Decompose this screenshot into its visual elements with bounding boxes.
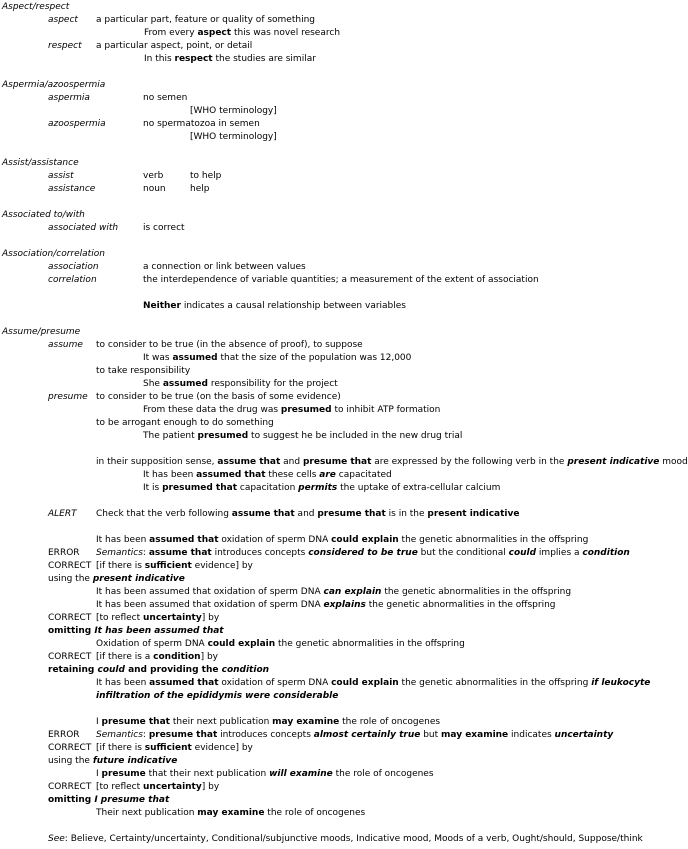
text-segment: the uptake of extra-cellular calcium — [337, 483, 501, 493]
text-segment: presumed — [197, 431, 249, 441]
text-segment: In this — [144, 54, 175, 64]
text-segment: the role of oncogenes — [264, 808, 366, 818]
text-segment: correlation — [48, 275, 97, 285]
text-segment: but the conditional — [417, 548, 509, 558]
text-segment: capacitated — [335, 470, 392, 480]
text-segment: It has been assumed that — [94, 626, 224, 636]
text-line — [48, 392, 88, 403]
text-segment: ] by — [201, 782, 220, 792]
text-segment: their next publication — [169, 717, 273, 727]
text-segment: present indicative — [427, 509, 520, 519]
text-segment: this was novel research — [231, 28, 341, 38]
text-segment: assistance — [48, 184, 96, 194]
text-line — [96, 717, 440, 728]
text-segment: using the — [48, 756, 93, 766]
text-segment: indicates — [508, 730, 555, 740]
text-line — [143, 431, 462, 442]
text-segment: to consider to be true (on the basis of some evidence) — [96, 392, 341, 402]
text-segment: are expressed by the following verb in the — [371, 457, 568, 467]
text-line — [143, 171, 163, 182]
text-segment: verb — [143, 171, 164, 181]
text-segment: to suggest he be included in the new drug trial — [248, 431, 463, 441]
text-segment: noun — [143, 184, 166, 194]
text-line — [48, 652, 91, 663]
text-line — [96, 743, 253, 754]
text-segment: help — [190, 184, 210, 194]
text-segment: Semantics — [96, 548, 143, 558]
text-line — [48, 184, 95, 195]
text-segment: uncertainty — [143, 613, 202, 623]
text-segment: omitting — [48, 795, 95, 805]
text-segment: mood — [659, 457, 688, 467]
text-line — [143, 119, 260, 130]
text-segment: to be arrogant enough to do something — [96, 418, 274, 428]
text-line — [48, 834, 643, 845]
text-line — [96, 535, 588, 546]
text-segment: assist — [48, 171, 74, 181]
text-line — [48, 782, 91, 793]
text-segment: but — [420, 730, 442, 740]
text-line — [190, 184, 209, 195]
text-segment: Neither — [143, 301, 181, 311]
text-line — [96, 548, 630, 559]
text-segment: uncertainty — [554, 730, 614, 740]
text-segment: a particular part, feature or quality of something — [96, 15, 315, 25]
text-segment: CORRECT — [48, 782, 92, 792]
text-line — [48, 171, 74, 182]
text-segment: Association/correlation — [2, 249, 105, 259]
text-line — [48, 340, 83, 351]
text-line — [96, 457, 688, 468]
text-segment: considered to be true — [308, 548, 418, 558]
text-segment: a connection or link between values — [143, 262, 306, 272]
text-line — [96, 418, 274, 429]
text-line — [48, 119, 106, 130]
text-segment: Aspect/respect — [2, 2, 70, 12]
text-line — [48, 730, 80, 741]
text-segment: presume that — [101, 717, 170, 727]
text-segment: indicates a causal relationship between variables — [180, 301, 406, 311]
text-line — [96, 340, 363, 351]
text-segment: could — [508, 548, 537, 558]
text-line — [48, 15, 78, 26]
text-segment: It is — [143, 483, 163, 493]
text-segment: to help — [190, 171, 222, 181]
text-line — [144, 28, 340, 39]
text-segment: the genetic abnormalities in the offspring — [365, 600, 556, 610]
text-segment: Oxidation of sperm DNA — [96, 639, 208, 649]
text-line — [144, 54, 316, 65]
text-segment: respect — [48, 41, 82, 51]
text-line — [96, 600, 555, 611]
text-segment: Aspermia/azoospermia — [2, 80, 106, 90]
text-segment: if leukocyte — [591, 678, 651, 688]
text-segment: condition — [153, 652, 201, 662]
text-segment: infiltration of the epididymis were considerable — [96, 691, 339, 701]
text-segment: uncertainty — [143, 782, 202, 792]
text-segment: CORRECT — [48, 561, 92, 571]
text-segment: presume that — [302, 457, 372, 467]
text-line — [2, 158, 79, 169]
text-segment: the genetic abnormalities in the offspring — [398, 678, 592, 688]
text-segment: and — [294, 509, 318, 519]
text-segment: Semantics — [96, 730, 143, 740]
text-segment: oxidation of sperm DNA — [218, 678, 332, 688]
text-line — [190, 132, 277, 143]
text-segment: assumed — [162, 379, 208, 389]
text-segment: ERROR — [48, 730, 80, 740]
text-segment: [if there is a — [96, 652, 154, 662]
text-line — [48, 93, 90, 104]
text-line — [96, 561, 253, 572]
text-segment: She — [143, 379, 163, 389]
text-segment: capacitation — [237, 483, 299, 493]
text-segment: may examine — [197, 808, 265, 818]
text-segment: [to reflect — [96, 613, 143, 623]
text-segment: [WHO terminology] — [190, 106, 277, 116]
text-line — [2, 2, 69, 13]
text-line — [143, 301, 406, 312]
text-segment: is correct — [143, 223, 185, 233]
text-segment: : — [142, 730, 149, 740]
text-segment: the genetic abnormalities in the offspring — [275, 639, 465, 649]
text-line — [48, 665, 269, 676]
text-segment: evidence] by — [191, 743, 253, 753]
text-line — [190, 106, 277, 117]
text-segment: azoospermia — [48, 119, 106, 129]
text-line — [48, 509, 77, 520]
text-segment: these cells — [265, 470, 320, 480]
text-segment: may examine — [441, 730, 509, 740]
text-segment: and providing the — [124, 665, 222, 675]
text-segment: sufficient — [144, 743, 192, 753]
text-segment: It has been — [143, 470, 197, 480]
text-segment: and — [280, 457, 303, 467]
text-segment: assume that — [231, 509, 295, 519]
text-line — [2, 80, 105, 91]
text-line — [143, 262, 306, 273]
text-line — [96, 730, 613, 741]
text-segment: aspermia — [48, 93, 90, 103]
text-segment: : — [142, 548, 149, 558]
text-segment: implies a — [536, 548, 583, 558]
text-segment: The patient — [143, 431, 198, 441]
text-segment: could explain — [331, 678, 399, 688]
text-segment: will examine — [269, 769, 333, 779]
text-segment: oxidation of sperm DNA — [218, 535, 332, 545]
text-segment: [WHO terminology] — [190, 132, 277, 142]
text-segment: sufficient — [144, 561, 192, 571]
text-line — [143, 93, 187, 104]
text-line — [48, 275, 97, 286]
text-segment: respect — [174, 54, 213, 64]
text-segment: Associated to/with — [2, 210, 85, 220]
text-segment: assumed — [172, 353, 218, 363]
text-segment: to inhibit ATP formation — [331, 405, 441, 415]
text-line — [96, 613, 219, 624]
text-segment: [if there is — [96, 743, 145, 753]
text-segment: that their next publication — [145, 769, 270, 779]
text-line — [96, 587, 571, 598]
text-line — [143, 405, 440, 416]
text-segment: are — [319, 470, 336, 480]
text-line — [143, 470, 392, 481]
text-line — [48, 795, 169, 806]
text-segment: the studies are similar — [212, 54, 316, 64]
text-segment: presume — [101, 769, 146, 779]
text-line — [2, 249, 105, 260]
text-segment: It was — [143, 353, 173, 363]
text-segment: From every — [144, 28, 198, 38]
text-segment: presume that — [317, 509, 386, 519]
text-line — [2, 327, 80, 338]
text-segment: association — [48, 262, 99, 272]
text-segment: CORRECT — [48, 652, 92, 662]
text-segment: : Believe, Certainty/uncertainty, Conditional/subjunctive moods, Indicative mood, Moods of a verb, Ought/should, Suppose/think — [64, 834, 643, 844]
text-segment: assume that — [217, 457, 281, 467]
text-segment: evidence] by — [191, 561, 253, 571]
text-segment: aspect — [48, 15, 78, 25]
text-segment: condition — [582, 548, 630, 558]
text-segment: omitting — [48, 626, 95, 636]
text-segment: assumed that — [149, 535, 219, 545]
text-segment: permits — [298, 483, 338, 493]
text-segment: I presume that — [94, 795, 170, 805]
text-segment: Assume/presume — [2, 327, 81, 337]
text-line — [96, 41, 252, 52]
text-line — [48, 613, 91, 624]
text-segment: It has been — [96, 678, 150, 688]
text-line — [143, 223, 185, 234]
text-segment: CORRECT — [48, 613, 92, 623]
text-line — [143, 483, 500, 494]
text-segment: assumed that — [196, 470, 266, 480]
text-segment: condition — [221, 665, 270, 675]
text-line — [96, 691, 338, 702]
text-segment: assume — [48, 340, 83, 350]
text-segment: the interdependence of variable quantities; a measurement of the extent of association — [143, 275, 539, 285]
text-segment: is in the — [385, 509, 428, 519]
text-segment: the genetic abnormalities in the offspring — [398, 535, 589, 545]
text-segment: introduces concepts — [217, 730, 314, 740]
text-segment: to take responsibility — [96, 366, 191, 376]
text-line — [48, 743, 91, 754]
text-line — [96, 639, 465, 650]
text-segment: responsibility for the project — [207, 379, 338, 389]
text-segment: From these data the drug was — [143, 405, 281, 415]
text-segment: ] by — [200, 652, 218, 662]
text-segment: CORRECT — [48, 743, 92, 753]
text-line — [2, 210, 85, 221]
text-segment: to consider to be true (in the absence of proof), to suppose — [96, 340, 363, 350]
text-line — [96, 808, 365, 819]
text-line — [96, 366, 190, 377]
text-line — [96, 15, 315, 26]
text-segment: almost certainly true — [313, 730, 421, 740]
text-segment: in their supposition sense, — [96, 457, 218, 467]
text-line — [143, 275, 539, 286]
text-line — [190, 171, 221, 182]
text-segment: retaining — [48, 665, 98, 675]
text-line — [143, 379, 338, 390]
text-segment: present indicative — [92, 574, 185, 584]
text-segment: presumed that — [162, 483, 238, 493]
text-segment: could explain — [331, 535, 399, 545]
text-segment: could explain — [207, 639, 276, 649]
text-segment: It has been assumed that oxidation of sperm DNA — [96, 600, 324, 610]
text-segment: assume that — [148, 548, 212, 558]
text-segment: can explain — [323, 587, 382, 597]
text-segment: that the size of the population was 12,000 — [217, 353, 412, 363]
text-line — [48, 561, 91, 572]
text-segment: presume — [48, 392, 88, 402]
text-segment: presume that — [148, 730, 218, 740]
text-segment: no spermatozoa in semen — [143, 119, 260, 129]
text-segment: the role of oncogenes — [332, 769, 434, 779]
text-line — [96, 769, 434, 780]
text-line — [96, 782, 219, 793]
text-segment: associated with — [48, 223, 119, 233]
text-segment: the role of oncogenes — [339, 717, 441, 727]
text-segment: future indicative — [92, 756, 178, 766]
text-segment: ERROR — [48, 548, 80, 558]
text-segment: a particular aspect, point, or detail — [96, 41, 253, 51]
text-segment: [if there is — [96, 561, 145, 571]
text-line — [143, 353, 411, 364]
text-line — [48, 41, 82, 52]
text-line — [48, 223, 118, 234]
text-segment: Assist/assistance — [2, 158, 79, 168]
text-segment: It has been assumed that oxidation of sperm DNA — [96, 587, 324, 597]
text-segment: the genetic abnormalities in the offspring — [381, 587, 572, 597]
text-segment: presumed — [280, 405, 332, 415]
text-line — [96, 392, 341, 403]
text-segment: present indicative — [567, 457, 660, 467]
text-segment: See — [48, 834, 65, 844]
text-segment: I — [96, 717, 102, 727]
text-segment: assumed that — [149, 678, 219, 688]
text-line — [96, 678, 650, 689]
text-line — [48, 548, 80, 559]
text-segment: could — [97, 665, 125, 675]
text-segment: [to reflect — [96, 782, 143, 792]
text-segment: using the — [48, 574, 93, 584]
text-segment: explains — [323, 600, 366, 610]
text-segment: ALERT — [48, 509, 77, 519]
text-segment: Check that the verb following — [96, 509, 232, 519]
text-line — [48, 756, 177, 767]
text-line — [48, 626, 224, 637]
text-segment: I — [96, 769, 102, 779]
text-segment: may examine — [272, 717, 340, 727]
text-segment: no semen — [143, 93, 188, 103]
text-line — [48, 574, 185, 585]
text-line — [143, 184, 166, 195]
text-line — [96, 509, 519, 520]
text-segment: It has been — [96, 535, 150, 545]
text-segment: Their next publication — [96, 808, 198, 818]
text-segment: introduces concepts — [211, 548, 309, 558]
text-segment: aspect — [197, 28, 232, 38]
text-line — [96, 652, 218, 663]
text-line — [48, 262, 99, 273]
text-segment: ] by — [201, 613, 220, 623]
